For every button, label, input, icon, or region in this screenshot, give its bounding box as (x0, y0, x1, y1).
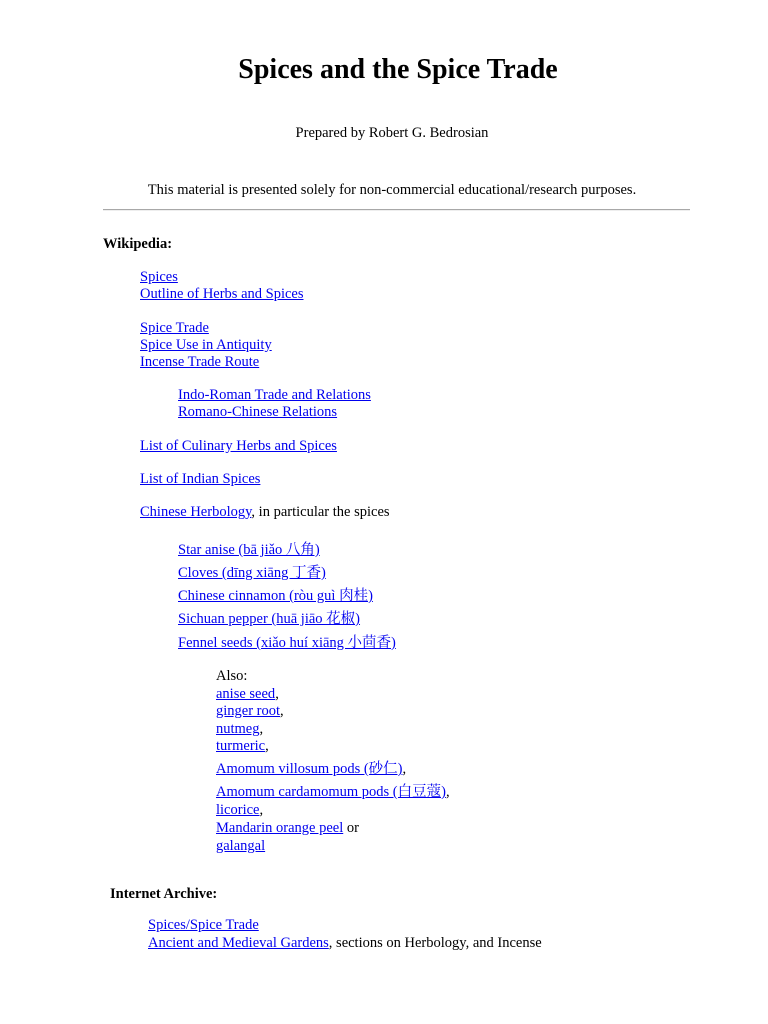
disclaimer: This material is presented solely for non-commercial educational/research purposes. (147, 182, 637, 198)
link-incense-trade-route[interactable]: Incense Trade Route (140, 354, 260, 370)
link-fennel-seeds[interactable]: Fennel seeds (xiǎo huí xiāng 小茴香) (178, 635, 396, 651)
link-outline-herbs-spices[interactable]: Outline of Herbs and Spices (140, 286, 304, 302)
link-nutmeg[interactable]: nutmeg (216, 721, 260, 737)
link-ancient-medieval-gardens[interactable]: Ancient and Medieval Gardens (148, 935, 329, 951)
link-cloves[interactable]: Cloves (dīng xiāng 丁香) (178, 565, 326, 581)
also-label: Also: (216, 668, 248, 684)
link-sichuan-pepper[interactable]: Sichuan pepper (huā jiāo 花椒) (178, 611, 361, 627)
link-archive-spice-trade[interactable]: Spices/Spice Trade (148, 917, 259, 933)
also-item: nutmeg, (216, 721, 264, 737)
link-turmeric[interactable]: turmeric (216, 738, 266, 754)
link-amomum-cardamomum[interactable]: Amomum cardamomum pods (白豆蔻) (216, 784, 446, 800)
also-item: turmeric, (216, 738, 269, 754)
also-item: Amomum villosum pods (砂仁), (216, 761, 407, 777)
also-item: licorice, (216, 802, 264, 818)
link-star-anise[interactable]: Star anise (bā jiǎo 八角) (178, 542, 320, 558)
link-chinese-cinnamon[interactable]: Chinese cinnamon (ròu guì 肉桂) (178, 588, 373, 604)
divider (103, 209, 690, 211)
link-romano-chinese[interactable]: Romano-Chinese Relations (178, 404, 338, 420)
link-galangal[interactable]: galangal (216, 838, 266, 854)
archive-gardens-suffix: , sections on Herbology, and Incense (328, 935, 542, 951)
author-line: Prepared by Robert G. Bedrosian (295, 125, 489, 141)
link-ginger-root[interactable]: ginger root (216, 703, 281, 719)
wikipedia-heading: Wikipedia: (103, 236, 173, 252)
link-chinese-herbology[interactable]: Chinese Herbology (140, 504, 252, 520)
link-mandarin-orange-peel[interactable]: Mandarin orange peel (216, 820, 344, 836)
also-item: anise seed, (216, 686, 279, 702)
archive-gardens-line (148, 935, 542, 953)
link-indian-spices[interactable]: List of Indian Spices (140, 471, 261, 487)
link-amomum-villosum[interactable]: Amomum villosum pods (砂仁) (216, 761, 403, 777)
link-spices[interactable]: Spices (140, 269, 178, 285)
link-spice-use-antiquity[interactable]: Spice Use in Antiquity (140, 337, 272, 353)
also-item: Mandarin orange peel or (216, 820, 359, 836)
archive-heading: Internet Archive: (110, 886, 218, 902)
chinese-herbology-line (140, 504, 390, 522)
also-item (216, 838, 265, 856)
link-spice-trade[interactable]: Spice Trade (140, 320, 209, 336)
link-culinary-herbs[interactable]: List of Culinary Herbs and Spices (140, 438, 337, 454)
link-licorice[interactable]: licorice (216, 802, 260, 818)
page-title: Spices and the Spice Trade (238, 54, 558, 85)
chinese-herbology-suffix: , in particular the spices (251, 504, 390, 520)
link-anise-seed[interactable]: anise seed (216, 686, 276, 702)
link-indo-roman-trade[interactable]: Indo-Roman Trade and Relations (178, 387, 371, 403)
also-item: Amomum cardamomum pods (白豆蔻), (216, 784, 450, 800)
also-item: ginger root, (216, 703, 284, 719)
